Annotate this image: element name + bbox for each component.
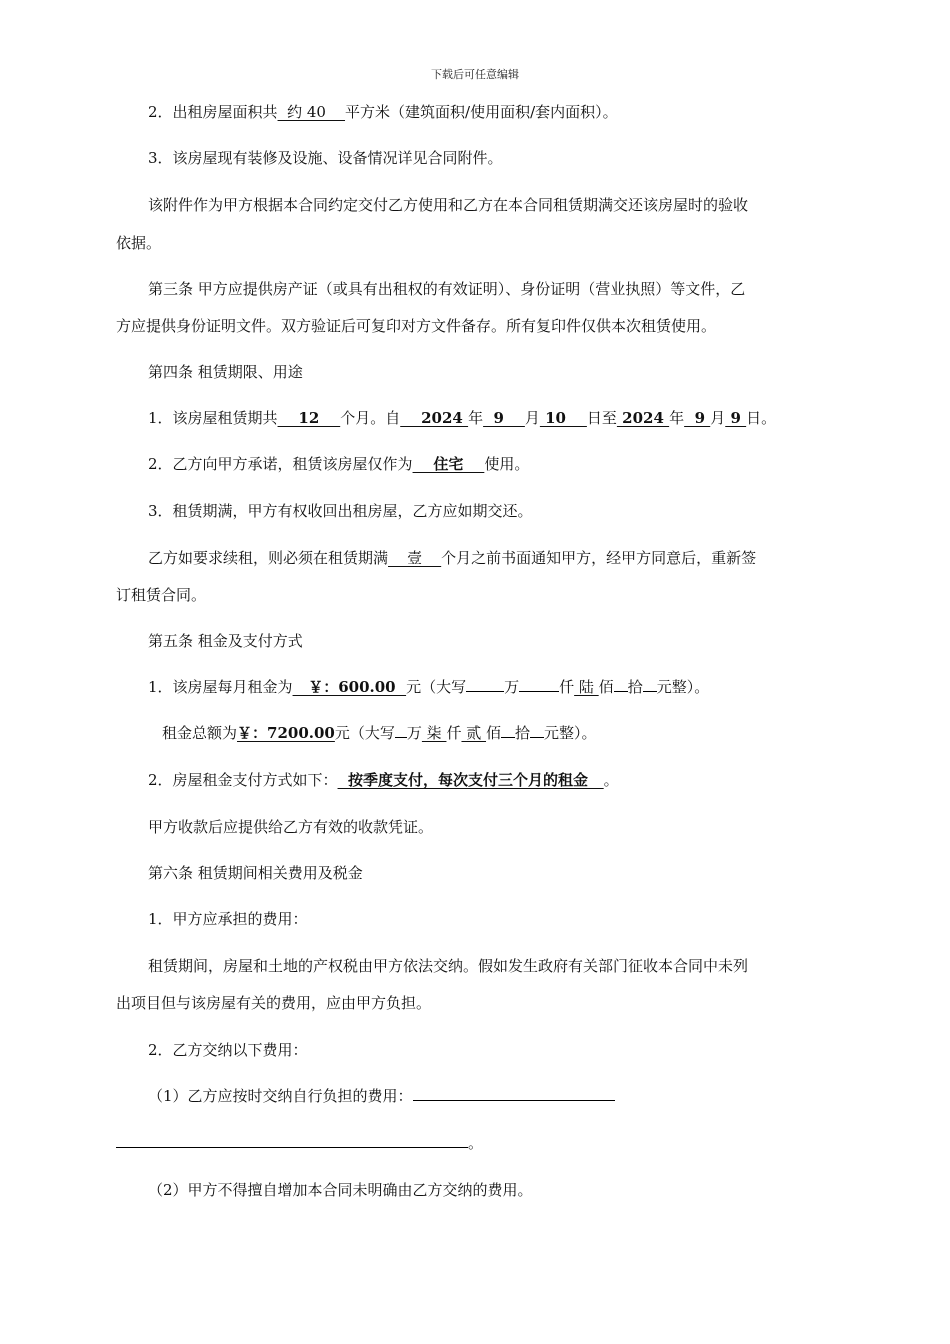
term-months: 12 xyxy=(277,409,341,427)
page-header: 下载后可任意编辑 xyxy=(431,68,519,81)
annex-para-line1: 该附件作为甲方根据本合同约定交付乙方使用和乙方在本合同租赁期满交还该房屋时的验收 xyxy=(148,196,749,214)
tenant-fees-blank-line xyxy=(116,1133,483,1153)
total-shi: 拾 xyxy=(515,724,531,742)
year-label-2: 年 xyxy=(669,409,685,427)
article3-line2: 方应提供身份证明文件。双方验证后可复印对方文件备存。所有复印件仅供本次租赁使用。 xyxy=(116,317,717,335)
renew-text-2: 个月之前书面通知甲方，经甲方同意后，重新签 xyxy=(441,549,757,567)
total-daxie: 元（大写 xyxy=(334,724,395,742)
blank-wan xyxy=(466,677,504,692)
article6-heading: 第六条 租赁期间相关费用及税金 xyxy=(148,864,363,882)
payment-clause xyxy=(148,770,619,790)
use-clause xyxy=(148,454,529,474)
blank-yuan xyxy=(643,677,657,692)
end-day: 9 xyxy=(725,409,747,427)
end-year: 2024 xyxy=(616,409,670,427)
receipt-clause: 甲方收款后应提供给乙方有效的收款凭证。 xyxy=(148,818,434,836)
article3-line1: 第三条 甲方应提供房产证（或具有出租权的有效证明）、身份证明（营业执照）等文件，乙 xyxy=(148,280,746,298)
day-label-end: 日。 xyxy=(746,409,777,427)
month-label-2: 月 xyxy=(710,409,726,427)
area-text-2: 平方米（建筑面积/使用面积/套内面积）。 xyxy=(345,103,618,121)
month-label: 月 xyxy=(524,409,540,427)
rent-wan: 万 xyxy=(504,678,520,696)
tenant-fees-item2: （2）甲方不得擅自增加本合同未明确由乙方交纳的费用。 xyxy=(148,1181,533,1199)
total-wan-digit: 柒 xyxy=(421,724,447,742)
rent-bai-digit: 陆 xyxy=(574,678,599,696)
renew-line1 xyxy=(148,548,756,568)
landlord-fees-heading: 1．甲方应承担的费用： xyxy=(148,910,308,928)
total-text: 租金总额为 xyxy=(162,724,238,742)
landlord-fees-line1: 租赁期间，房屋和土地的产权税由甲方依法交纳。假如发生政府有关部门征收本合同中未列 xyxy=(148,957,749,975)
renew-line2: 订租赁合同。 xyxy=(116,586,207,604)
facilities-clause: 3．该房屋现有装修及设施、设备情况详见合同附件。 xyxy=(148,149,503,167)
blank-total-yuan xyxy=(530,723,544,738)
blank-total-wan xyxy=(395,723,407,738)
rent-qian: 仟 xyxy=(559,678,575,696)
article5-heading: 第五条 租金及支付方式 xyxy=(148,632,303,650)
start-month: 9 xyxy=(483,409,525,427)
monthly-rent-clause xyxy=(148,677,709,697)
blank-total-shi xyxy=(501,723,515,738)
tenant-fees-item1 xyxy=(148,1086,615,1106)
total-rent-clause xyxy=(162,723,597,743)
total-qian-digit: 贰 xyxy=(461,724,487,742)
end-month: 9 xyxy=(684,409,711,427)
rent-text: 1．该房屋每月租金为 xyxy=(148,678,293,696)
use-text: 2．乙方向甲方承诺，租赁该房屋仅作为 xyxy=(148,455,413,473)
rent-bai: 佰 xyxy=(598,678,614,696)
year-label: 年 xyxy=(468,409,484,427)
blank-shi xyxy=(614,677,628,692)
tenant-fees-blank-2 xyxy=(116,1133,468,1148)
area-value: 约 40 xyxy=(277,103,346,121)
return-clause: 3．租赁期满，甲方有权收回出租房屋，乙方应如期交还。 xyxy=(148,502,533,520)
term-text: 1．该房屋租赁期共 xyxy=(148,409,278,427)
total-rent-value: ￥：7200.00 xyxy=(237,724,335,742)
rent-daxie: 元（大写 xyxy=(406,678,467,696)
total-yuan: 元整）。 xyxy=(544,724,597,742)
rent-shi: 拾 xyxy=(627,678,643,696)
payment-text: 2．房屋租金支付方式如下： xyxy=(148,771,338,789)
landlord-fees-line2: 出项目但与该房屋有关的费用，应由甲方负担。 xyxy=(116,994,432,1012)
day-to-label: 日至 xyxy=(586,409,617,427)
tenant-fees-blank-1 xyxy=(413,1086,615,1101)
tenant-fees-heading: 2．乙方交纳以下费用： xyxy=(148,1041,308,1059)
area-clause xyxy=(148,102,618,122)
tenant-fees-item1-text: （1）乙方应按时交纳自行负担的费用： xyxy=(148,1087,413,1105)
rent-yuan: 元整）。 xyxy=(656,678,710,696)
term-text-2: 个月。自 xyxy=(340,409,401,427)
payment-end: 。 xyxy=(603,771,619,789)
use-text-2: 使用。 xyxy=(484,455,530,473)
total-qian: 仟 xyxy=(446,724,462,742)
term-clause xyxy=(148,408,776,428)
article4-heading: 第四条 租赁期限、用途 xyxy=(148,363,303,381)
total-bai: 佰 xyxy=(486,724,502,742)
tenant-fees-blank-end: 。 xyxy=(468,1134,484,1152)
payment-method: 按季度支付，每次支付三个月的租金 xyxy=(337,771,604,789)
use-value: 住宅 xyxy=(412,455,485,473)
renew-months: 壹 xyxy=(388,549,442,567)
renew-text: 乙方如要求续租，则必须在租赁期满 xyxy=(148,549,389,567)
start-year: 2024 xyxy=(400,409,469,427)
area-text: 2．出租房屋面积共 xyxy=(148,103,278,121)
monthly-rent-value: ￥：600.00 xyxy=(292,678,407,696)
annex-para-line2: 依据。 xyxy=(116,234,162,252)
start-day: 10 xyxy=(539,409,587,427)
total-wan: 万 xyxy=(406,724,422,742)
blank-qian xyxy=(519,677,559,692)
